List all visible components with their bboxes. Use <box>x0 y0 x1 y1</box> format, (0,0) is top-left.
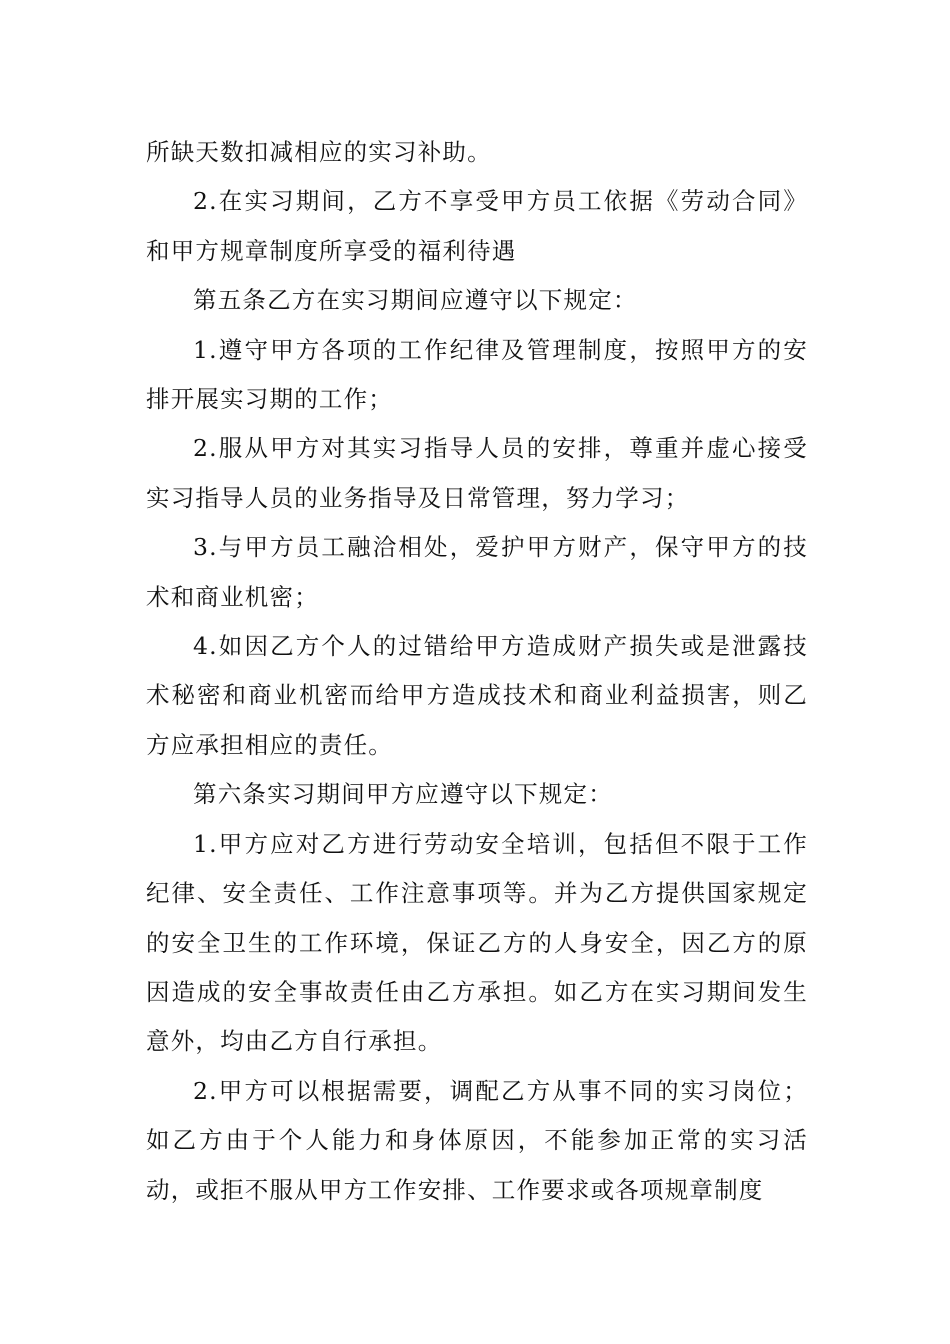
article-six-item-2: 2.甲方可以根据需要，调配乙方从事不同的实习岗位；如乙方由于个人能力和身体原因，不能参加正常的实习活动，或拒不服从甲方工作安排、工作要求或各项规章制度 <box>146 1076 808 1204</box>
article-five-item-2: 2.服从甲方对其实习指导人员的安排，尊重并虚心接受实习指导人员的业务指导及日常管理，努力学习； <box>146 434 808 512</box>
article-five-item-3: 3.与甲方员工融洽相处，爱护甲方财产，保守甲方的技术和商业机密； <box>146 533 808 611</box>
paragraph-continuation: 所缺天数扣减相应的实习补助。 <box>146 138 492 166</box>
article-five-item-4: 4.如因乙方个人的过错给甲方造成财产损失或是泄露技术秘密和商业机密而给甲方造成技术和商业利益损害，则乙方应承担相应的责任。 <box>146 632 808 759</box>
document-body <box>146 128 808 1215</box>
article-six-item-1: 1.甲方应对乙方进行劳动安全培训，包括但不限于工作纪律、安全责任、工作注意事项等。并为乙方提供国家规定的安全卫生的工作环境，保证乙方的人身安全，因乙方的原因造成的安全事故责任由乙方承担。如乙方在实习期间发生意外，均由乙方自行承担。 <box>146 829 808 1056</box>
article-five-heading: 第五条乙方在实习期间应遵守以下规定： <box>193 286 638 315</box>
article-six-heading: 第六条实习期间甲方应遵守以下规定： <box>193 780 613 809</box>
article-five-item-1: 1.遵守甲方各项的工作纪律及管理制度，按照甲方的安排开展实习期的工作； <box>146 335 808 414</box>
paragraph-benefits-clause: 2.在实习期间，乙方不享受甲方员工依据《劳动合同》和甲方规章制度所享受的福利待遇 <box>146 187 808 265</box>
